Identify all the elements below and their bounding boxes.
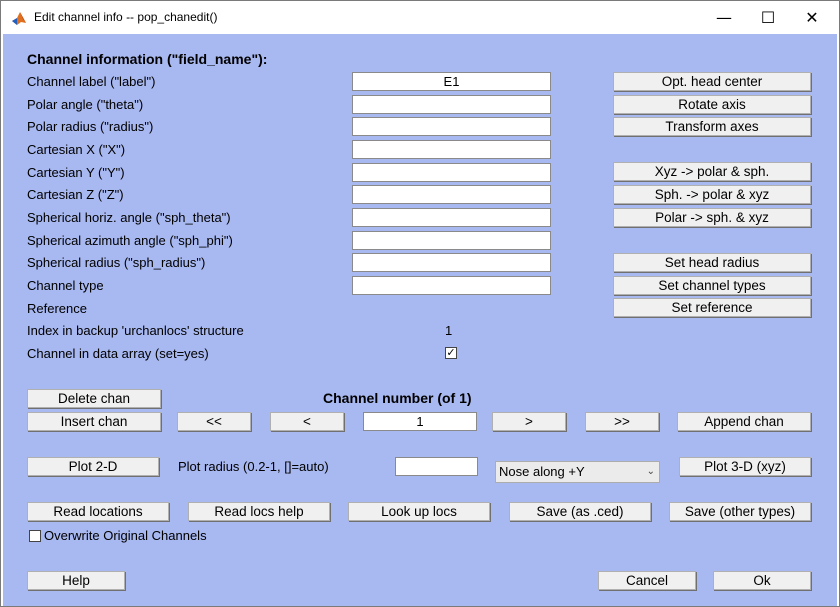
xyz-to-polar-button[interactable]: Xyz -> polar & sph. (613, 162, 811, 181)
save-other-button[interactable]: Save (other types) (669, 502, 811, 521)
polar-to-sph-button[interactable]: Polar -> sph. & xyz (613, 208, 811, 227)
help-button[interactable]: Help (27, 571, 125, 590)
last-channel-button[interactable]: >> (585, 412, 659, 431)
field-label-z: Cartesian Z ("Z") (27, 187, 124, 202)
channel-number-input[interactable]: 1 (363, 412, 477, 431)
save-ced-button[interactable]: Save (as .ced) (509, 502, 651, 521)
next-channel-button[interactable]: > (492, 412, 566, 431)
nose-direction-select[interactable] (495, 461, 660, 483)
field-label-sph-radius: Spherical radius ("sph_radius") (27, 255, 206, 270)
chevron-down-icon: ⌄ (646, 466, 655, 477)
matlab-icon (11, 10, 27, 26)
set-reference-button[interactable]: Set reference (613, 298, 811, 317)
plot-radius-label: Plot radius (0.2-1, []=auto) (178, 459, 329, 474)
nose-direction-value: Nose along +Y (499, 464, 585, 479)
first-channel-button[interactable]: << (177, 412, 251, 431)
prev-channel-button[interactable]: < (270, 412, 344, 431)
in-data-label: Channel in data array (set=yes) (27, 346, 209, 361)
z-input[interactable] (352, 185, 551, 204)
label-input[interactable]: E1 (352, 72, 551, 91)
sph-theta-input[interactable] (352, 208, 551, 227)
section-header: Channel information ("field_name"): (27, 51, 268, 67)
field-label-radius: Polar radius ("radius") (27, 119, 154, 134)
field-label-theta: Polar angle ("theta") (27, 97, 144, 112)
insert-chan-button[interactable]: Insert chan (27, 412, 161, 431)
plot-2d-button[interactable]: Plot 2-D (27, 457, 159, 476)
field-label-label: Channel label ("label") (27, 74, 156, 89)
sph-to-polar-button[interactable]: Sph. -> polar & xyz (613, 185, 811, 204)
field-label-type: Channel type (27, 278, 104, 293)
look-up-locs-button[interactable]: Look up locs (348, 502, 490, 521)
plot-3d-button[interactable]: Plot 3-D (xyz) (679, 457, 811, 476)
sph-phi-input[interactable] (352, 231, 551, 250)
cancel-button[interactable]: Cancel (598, 571, 696, 590)
channel-number-label: Channel number (of 1) (323, 390, 472, 406)
backup-index-label: Index in backup 'urchanlocs' structure (27, 323, 244, 338)
set-head-radius-button[interactable]: Set head radius (613, 253, 811, 272)
reference-label: Reference (27, 301, 87, 316)
overwrite-label: Overwrite Original Channels (44, 528, 207, 543)
field-label-y: Cartesian Y ("Y") (27, 165, 125, 180)
type-input[interactable] (352, 276, 551, 295)
read-locations-button[interactable]: Read locations (27, 502, 169, 521)
minimize-button[interactable]: — (716, 8, 732, 27)
radius-input[interactable] (352, 117, 551, 136)
opt-head-center-button[interactable]: Opt. head center (613, 72, 811, 91)
window-title: Edit channel info -- pop_chanedit() (34, 10, 218, 24)
field-label-sph-phi: Spherical azimuth angle ("sph_phi") (27, 233, 233, 248)
field-label-x: Cartesian X ("X") (27, 142, 126, 157)
maximize-button[interactable]: ☐ (760, 8, 776, 27)
y-input[interactable] (352, 163, 551, 182)
plot-radius-input[interactable] (395, 457, 478, 476)
ok-button[interactable]: Ok (713, 571, 811, 590)
append-chan-button[interactable]: Append chan (677, 412, 811, 431)
set-channel-types-button[interactable]: Set channel types (613, 276, 811, 295)
field-label-sph-theta: Spherical horiz. angle ("sph_theta") (27, 210, 231, 225)
title-bar[interactable] (1, 1, 839, 34)
dialog-body (3, 34, 837, 606)
overwrite-checkbox[interactable] (29, 530, 41, 542)
sph-radius-input[interactable] (352, 253, 551, 272)
close-button[interactable]: ✕ (805, 8, 819, 27)
backup-index-value: 1 (445, 323, 453, 338)
transform-axes-button[interactable]: Transform axes (613, 117, 811, 136)
theta-input[interactable] (352, 95, 551, 114)
x-input[interactable] (352, 140, 551, 159)
read-locs-help-button[interactable]: Read locs help (188, 502, 330, 521)
in-data-checkbox[interactable]: ✓ (446, 346, 456, 359)
delete-chan-button[interactable]: Delete chan (27, 389, 161, 408)
rotate-axis-button[interactable]: Rotate axis (613, 95, 811, 114)
